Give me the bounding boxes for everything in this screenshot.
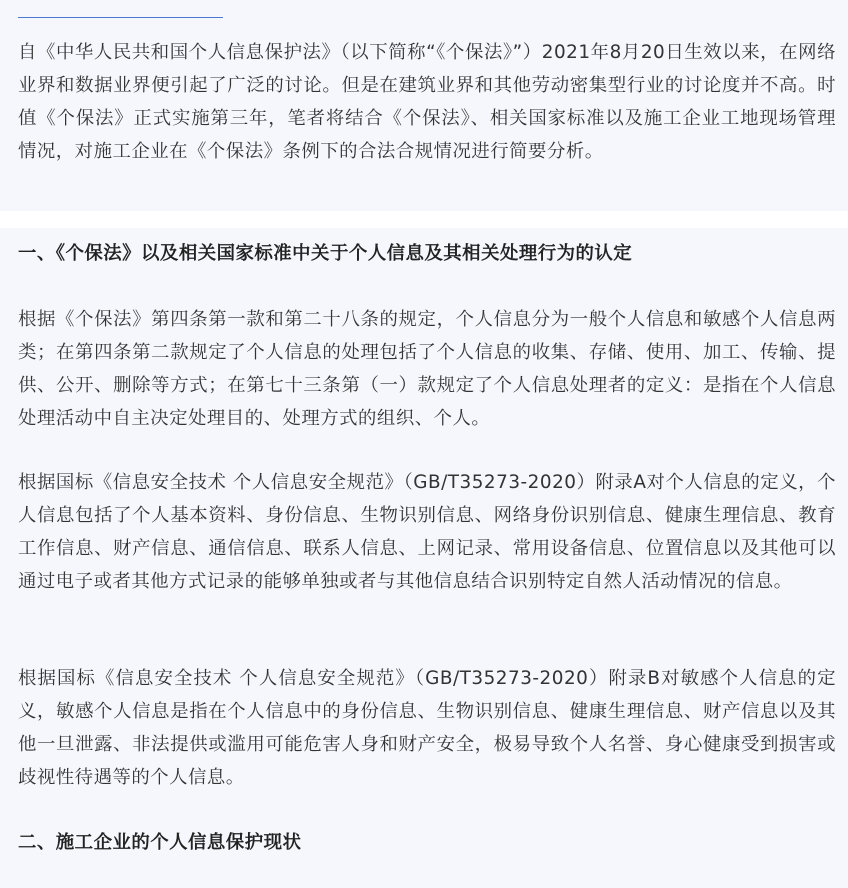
section1-paragraph-3: 根据国标《信息安全技术 个人信息安全规范》（GB/T35273-2020）附录B对敏感个人信息的定义，敏感个人信息是指在个人信息中的身份信息、生物识别信息、健康生理信息、财产信息以及其他一旦泄露、非法提供或滥用可能危害人身和财产安全，极易导致个人名誉、身心健康受到损害或歧视性待遇等的个人信息。 xyxy=(18,668,836,788)
section1-paragraph-1: 根据《个保法》第四条第一款和第二十八条的规定，个人信息分为一般个人信息和敏感个人信息两类；在第四条第二款规定了个人信息的处理包括了个人信息的收集、存储、使用、加工、传输、提供、公开、删除等方式；在第七十三条第（一）款规定了个人信息处理者的定义：是指在个人信息处理活动中自主决定处理目的、处理方式的组织、个人。 xyxy=(18,309,836,429)
section-heading-1: 一、《个保法》以及相关国家标准中关于个人信息及其相关处理行为的认定 xyxy=(18,243,633,264)
top-divider xyxy=(18,17,223,18)
intro-block xyxy=(0,0,848,211)
section-heading-2: 二、施工企业的个人信息保护现状 xyxy=(18,832,302,853)
intro-paragraph: 自《中华人民共和国个人信息保护法》（以下简称“《个保法》”）2021年8月20日生效以来，在网络业界和数据业界便引起了广泛的讨论。但是在建筑业界和其他劳动密集型行业的讨论度并不高。时值《个保法》正式实施第三年，笔者将结合《个保法》、相关国家标准以及施工企业工地现场管理情况，对施工企业在《个保法》条例下的合法合规情况进行简要分析。 xyxy=(18,42,836,162)
section1-paragraph-2: 根据国标《信息安全技术 个人信息安全规范》（GB/T35273-2020）附录A对个人信息的定义，个人信息包括了个人基本资料、身份信息、生物识别信息、网络身份识别信息、健康生理信息、教育工作信息、财产信息、通信信息、联系人信息、上网记录、常用设备信息、位置信息以及其他可以通过电子或者其他方式记录的能够单独或者与其他信息结合识别特定自然人活动情况的信息。 xyxy=(18,472,836,592)
